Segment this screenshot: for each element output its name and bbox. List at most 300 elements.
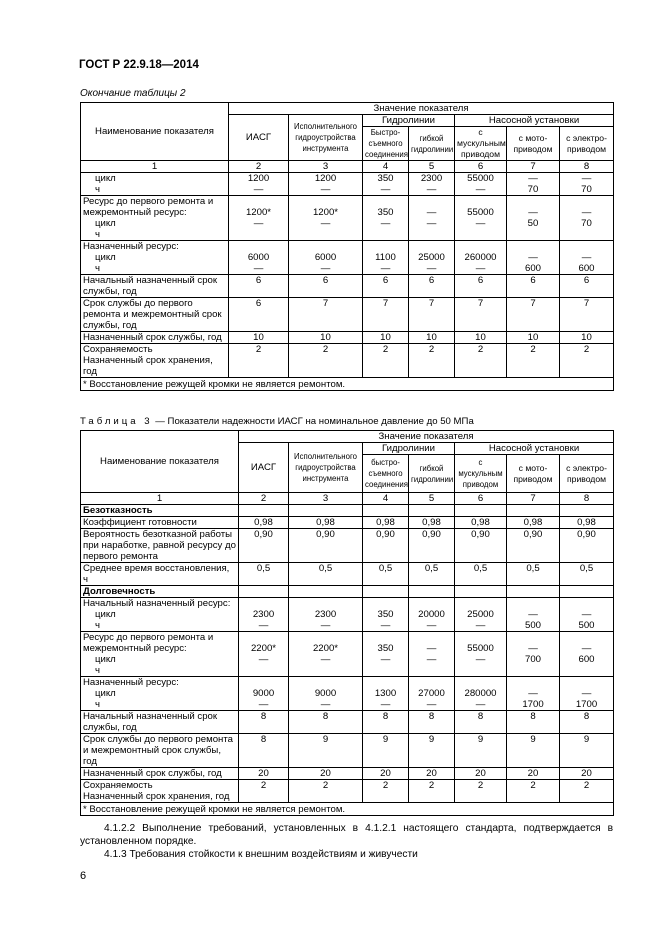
- row-label-line: цикл: [95, 688, 116, 699]
- value: [365, 196, 406, 207]
- row-label: [81, 677, 239, 711]
- section-title: Долговечность: [81, 586, 239, 598]
- row-label-line: Ресурс до первого ремонта и межремонтный ресурс:: [83, 196, 214, 218]
- header-hydrolines: Гидролинии: [363, 115, 455, 127]
- row-label: [81, 768, 239, 780]
- value-cell: [507, 734, 560, 768]
- value-cell: [363, 241, 409, 275]
- value: 2: [322, 780, 329, 791]
- value-cell: [455, 780, 507, 803]
- value-cell: [289, 298, 363, 332]
- row-label-line: Назначенный срок хранения, год: [83, 791, 230, 802]
- value: 350: [377, 207, 394, 218]
- value: 20: [380, 768, 391, 779]
- table-3: [80, 430, 614, 816]
- value-cell: [560, 344, 614, 378]
- value-cell: [363, 632, 409, 677]
- value: 9: [530, 734, 536, 745]
- row-label-line: Сохраняемость: [83, 780, 153, 791]
- row-label-line: Начальный назначенный ресурс:: [83, 598, 231, 609]
- header-name: Наименование показателя: [81, 431, 239, 493]
- row-label-line: Назначенный срок хранения, год: [83, 355, 213, 377]
- value: 8: [382, 711, 389, 722]
- value-cell: [363, 332, 409, 344]
- value-cell: [507, 173, 560, 196]
- row-label: [81, 780, 239, 803]
- value: 2: [260, 780, 267, 791]
- value: —: [320, 263, 331, 274]
- value-cell: [455, 517, 507, 529]
- row-label: [81, 298, 229, 332]
- value-cell: [507, 241, 560, 275]
- value-cell: [289, 734, 363, 768]
- row-label-line: Назначенный срок службы, год: [83, 768, 222, 779]
- value-cell: [409, 298, 455, 332]
- value-cell: [289, 275, 363, 298]
- value: 1700: [522, 699, 544, 710]
- section-title: Безотказность: [81, 505, 239, 517]
- value: 6: [322, 275, 329, 286]
- value-cell: [229, 173, 289, 196]
- col-num: 4: [363, 493, 409, 505]
- value-cell: [560, 298, 614, 332]
- value: 70: [581, 218, 592, 229]
- value: —: [426, 620, 437, 631]
- value: 2300: [252, 609, 275, 620]
- value: [231, 241, 286, 252]
- value: [509, 598, 557, 609]
- value-cell: [289, 711, 363, 734]
- value: —: [253, 263, 264, 274]
- value-cell: [289, 598, 363, 632]
- value-cell: [363, 768, 409, 780]
- value-cell: [363, 173, 409, 196]
- value: —: [320, 654, 331, 665]
- value-cell: [289, 768, 363, 780]
- value: [291, 598, 360, 609]
- row-label-line: ч: [95, 620, 100, 631]
- row-label-line: цикл: [95, 654, 116, 665]
- header-muscle: с мускульным приводом: [455, 127, 507, 161]
- value-cell: [507, 344, 560, 378]
- value: —: [380, 218, 391, 229]
- table-row: [81, 711, 614, 734]
- value-cell: [409, 173, 455, 196]
- value: 1200: [314, 173, 337, 184]
- table3-caption-text: — Показатели надежности ИАСГ на номинальное давление до 50 МПа: [155, 416, 474, 427]
- value-cell: [409, 780, 455, 803]
- col-num: 3: [289, 161, 363, 173]
- value-cell: [409, 734, 455, 768]
- header-motor: с мото-приводом: [507, 127, 560, 161]
- value: 0,98: [254, 517, 273, 528]
- value-cell: [560, 598, 614, 632]
- value: 0,98: [316, 517, 335, 528]
- value: 10: [581, 332, 592, 343]
- value: 0,90: [254, 529, 273, 540]
- value-cell: [507, 275, 560, 298]
- value-cell: [289, 529, 363, 563]
- value-cell: [409, 711, 455, 734]
- value: 7: [428, 298, 435, 309]
- value: [411, 677, 452, 688]
- value-cell: [560, 768, 614, 780]
- paragraph-4-1-3: 4.1.3 Требования стойкости к внешним воздействиям и живучести: [104, 849, 418, 860]
- col-num: 8: [560, 493, 614, 505]
- value-cell: [239, 677, 289, 711]
- value-cell: [455, 275, 507, 298]
- empty-cell: [409, 586, 455, 598]
- value: 350: [377, 643, 394, 654]
- value-cell: [560, 241, 614, 275]
- value-cell: [560, 529, 614, 563]
- value: —: [258, 654, 269, 665]
- value: [457, 632, 504, 643]
- value-cell: [560, 677, 614, 711]
- value-cell: [229, 275, 289, 298]
- value-cell: [229, 332, 289, 344]
- value: 7: [530, 298, 536, 309]
- value-cell: [289, 780, 363, 803]
- value: 350: [377, 609, 394, 620]
- value: —: [426, 184, 437, 195]
- value-cell: [229, 298, 289, 332]
- empty-cell: [560, 586, 614, 598]
- value: [562, 196, 611, 207]
- value-cell: [363, 344, 409, 378]
- value: 7: [382, 298, 389, 309]
- value-cell: [289, 173, 363, 196]
- value-cell: [289, 196, 363, 241]
- value: —: [528, 609, 538, 620]
- value: 6: [255, 298, 262, 309]
- value: 0,98: [523, 517, 543, 528]
- value-cell: [507, 711, 560, 734]
- value-cell: [363, 711, 409, 734]
- row-label-line: Назначенный ресурс:: [83, 241, 179, 252]
- col-num: 2: [239, 493, 289, 505]
- value: —: [528, 252, 538, 263]
- value-cell: [455, 677, 507, 711]
- value: —: [475, 620, 486, 631]
- value-cell: [560, 196, 614, 241]
- value: 280000: [464, 688, 497, 699]
- col-num: 5: [409, 161, 455, 173]
- row-label-line: Ресурс до первого ремонта и межремонтный ресурс:: [83, 632, 214, 654]
- value: 600: [578, 263, 595, 274]
- row-label-line: цикл: [95, 218, 116, 229]
- value-cell: [507, 196, 560, 241]
- row-label-line: ч: [95, 229, 100, 240]
- value: 500: [578, 620, 595, 631]
- value: 9: [477, 734, 484, 745]
- column-numbers: [81, 161, 614, 173]
- section-row: [81, 505, 614, 517]
- value: [562, 632, 611, 643]
- value-cell: [239, 780, 289, 803]
- value: 20: [258, 768, 269, 779]
- value-cell: [289, 632, 363, 677]
- value: —: [380, 263, 391, 274]
- value: 8: [477, 711, 484, 722]
- value: —: [426, 654, 437, 665]
- value: 2300: [314, 609, 337, 620]
- value: 2: [428, 780, 435, 791]
- row-label: [81, 173, 229, 196]
- value: 0,5: [526, 563, 540, 574]
- col-num: 8: [560, 161, 614, 173]
- value: [457, 241, 504, 252]
- empty-cell: [455, 505, 507, 517]
- value: 0,5: [256, 563, 271, 574]
- table-row: [81, 275, 614, 298]
- value-cell: [507, 677, 560, 711]
- col-num: 1: [81, 161, 229, 173]
- value-cell: [363, 275, 409, 298]
- table-row: [81, 298, 614, 332]
- value: —: [253, 218, 264, 229]
- row-label-line: Назначенный ресурс:: [83, 677, 179, 688]
- row-label-line: Срок службы до первого ремонта и межремонтный срок службы, год: [83, 734, 233, 767]
- header-pump: Насосной установки: [455, 443, 614, 455]
- value: 1700: [575, 699, 598, 710]
- value-cell: [363, 529, 409, 563]
- value: 20: [475, 768, 486, 779]
- row-label-line: цикл: [95, 252, 116, 263]
- table-row: [81, 598, 614, 632]
- value-cell: [507, 517, 560, 529]
- value: 10: [426, 332, 437, 343]
- value-cell: [239, 768, 289, 780]
- value: —: [475, 218, 486, 229]
- header-iasg: ИАСГ: [239, 443, 289, 493]
- value: 0,98: [471, 517, 490, 528]
- col-num: 3: [289, 493, 363, 505]
- value: [411, 241, 452, 252]
- value: —: [581, 643, 592, 654]
- value: 600: [578, 654, 595, 665]
- value-cell: [239, 563, 289, 586]
- value: 1200: [247, 173, 270, 184]
- value: 8: [260, 711, 267, 722]
- value-cell: [289, 517, 363, 529]
- table-row: [81, 517, 614, 529]
- value: 2: [322, 344, 329, 355]
- value-cell: [560, 563, 614, 586]
- value: 50: [527, 218, 539, 229]
- empty-cell: [455, 586, 507, 598]
- value: —: [581, 688, 592, 699]
- value: 1200*: [312, 207, 339, 218]
- value: 8: [583, 711, 590, 722]
- row-label-line: Назначенный срок службы, год: [83, 332, 222, 343]
- value: —: [475, 184, 486, 195]
- value-cell: [409, 529, 455, 563]
- value: [457, 598, 504, 609]
- row-label: [81, 632, 239, 677]
- value-cell: [560, 780, 614, 803]
- row-label-line: Срок службы до первого ремонта и межремонтный срок службы, год: [83, 298, 222, 331]
- value: 0,90: [376, 529, 395, 540]
- value-cell: [229, 344, 289, 378]
- value-cell: [507, 598, 560, 632]
- row-label-line: цикл: [95, 173, 116, 184]
- value: 2200*: [250, 643, 277, 654]
- value: [291, 196, 360, 207]
- value: 9: [322, 734, 329, 745]
- value: [509, 196, 557, 207]
- empty-cell: [363, 586, 409, 598]
- value-cell: [229, 241, 289, 275]
- value: 2300: [420, 173, 443, 184]
- value-cell: [363, 517, 409, 529]
- table2-footnote: * Восстановление режущей кромки не является ремонтом.: [81, 378, 614, 391]
- header-flexible: гибкой гидролинии: [409, 455, 455, 493]
- value: 55000: [467, 207, 494, 218]
- value-cell: [409, 332, 455, 344]
- value: 2: [530, 344, 536, 355]
- value: —: [380, 699, 391, 710]
- header-iasg: ИАСГ: [229, 115, 289, 161]
- value: —: [253, 184, 264, 195]
- value: 20: [320, 768, 331, 779]
- table3-caption: [80, 416, 474, 427]
- header-value-group: Значение показателя: [239, 431, 614, 443]
- table-row: [81, 173, 614, 196]
- row-label-line: Коэффициент готовности: [83, 517, 197, 528]
- value-cell: [409, 275, 455, 298]
- value-cell: [455, 298, 507, 332]
- table-row: [81, 780, 614, 803]
- header-pump: Насосной установки: [455, 115, 614, 127]
- value: [291, 632, 360, 643]
- table-row: [81, 632, 614, 677]
- value: —: [581, 252, 592, 263]
- value: 0,90: [471, 529, 490, 540]
- value: 20: [581, 768, 592, 779]
- value: 350: [377, 173, 394, 184]
- value: 0,5: [378, 563, 393, 574]
- value: [411, 632, 452, 643]
- value-cell: [289, 332, 363, 344]
- row-label: [81, 344, 229, 378]
- value: 7: [583, 298, 590, 309]
- value: 10: [380, 332, 391, 343]
- value: —: [426, 699, 437, 710]
- row-label-line: Вероятность безотказной работы при наработке, равной ресурсу до первого ремонта: [83, 529, 236, 562]
- header-motor: с мото-приводом: [507, 455, 560, 493]
- value: [509, 241, 557, 252]
- value-cell: [239, 734, 289, 768]
- value-cell: [229, 196, 289, 241]
- paragraph-4-1-2-2: 4.1.2.2 Выполнение требований, установленных в 4.1.2.1 настоящего стандарта, подтверждается в установленном порядке.: [80, 823, 613, 847]
- row-label: [81, 241, 229, 275]
- value: 70: [581, 184, 592, 195]
- value: —: [426, 218, 437, 229]
- value-cell: [289, 344, 363, 378]
- value-cell: [239, 529, 289, 563]
- value-cell: [409, 768, 455, 780]
- row-label: [81, 275, 229, 298]
- row-label-line: Среднее время восстановления, ч: [83, 563, 230, 585]
- row-label: [81, 598, 239, 632]
- value: [291, 241, 360, 252]
- value: 9: [583, 734, 590, 745]
- table-row: [81, 332, 614, 344]
- page-number: 6: [80, 870, 87, 882]
- table3-caption-label: Таблица 3: [80, 416, 153, 427]
- value: 1100: [375, 252, 396, 263]
- value: —: [426, 263, 437, 274]
- value-cell: [455, 332, 507, 344]
- value-cell: [560, 275, 614, 298]
- row-label-line: ч: [95, 699, 100, 710]
- table-row: [81, 677, 614, 711]
- value-cell: [455, 241, 507, 275]
- value: —: [528, 688, 538, 699]
- value: 10: [320, 332, 331, 343]
- value: —: [258, 699, 269, 710]
- value: —: [528, 643, 538, 654]
- header-muscle: с мускульным приводом: [455, 455, 507, 493]
- value-cell: [363, 196, 409, 241]
- value: [365, 677, 406, 688]
- value: —: [475, 654, 486, 665]
- header-actuator: Исполнительного гидроустройства инструмента: [289, 443, 363, 493]
- value: 6000: [314, 252, 337, 263]
- value: [231, 196, 286, 207]
- row-label: [81, 711, 239, 734]
- value: —: [320, 620, 331, 631]
- value: 20: [426, 768, 437, 779]
- value-cell: [239, 517, 289, 529]
- table-row: [81, 768, 614, 780]
- value: —: [528, 207, 538, 218]
- value: 6: [583, 275, 590, 286]
- row-label: [81, 734, 239, 768]
- row-label-line: цикл: [95, 609, 116, 620]
- table-row: [81, 529, 614, 563]
- value-cell: [363, 563, 409, 586]
- value: 0,98: [422, 517, 441, 528]
- document-header: ГОСТ Р 22.9.18—2014: [79, 59, 199, 71]
- table-row: [81, 563, 614, 586]
- value-cell: [560, 632, 614, 677]
- value: —: [320, 184, 331, 195]
- value: 9: [382, 734, 389, 745]
- value: —: [380, 620, 391, 631]
- value-cell: [409, 677, 455, 711]
- empty-cell: [289, 505, 363, 517]
- value: 2: [583, 344, 590, 355]
- value: 10: [253, 332, 264, 343]
- empty-cell: [507, 586, 560, 598]
- value-cell: [507, 332, 560, 344]
- value-cell: [289, 563, 363, 586]
- empty-cell: [363, 505, 409, 517]
- value-cell: [409, 241, 455, 275]
- value-cell: [363, 677, 409, 711]
- row-label-line: Сохраняемость: [83, 344, 153, 355]
- table-row: [81, 734, 614, 768]
- value-cell: [409, 196, 455, 241]
- col-num: 5: [409, 493, 455, 505]
- value: 6: [477, 275, 484, 286]
- col-num: 6: [455, 161, 507, 173]
- row-label-line: ч: [95, 665, 100, 676]
- value-cell: [560, 332, 614, 344]
- value: 6: [382, 275, 389, 286]
